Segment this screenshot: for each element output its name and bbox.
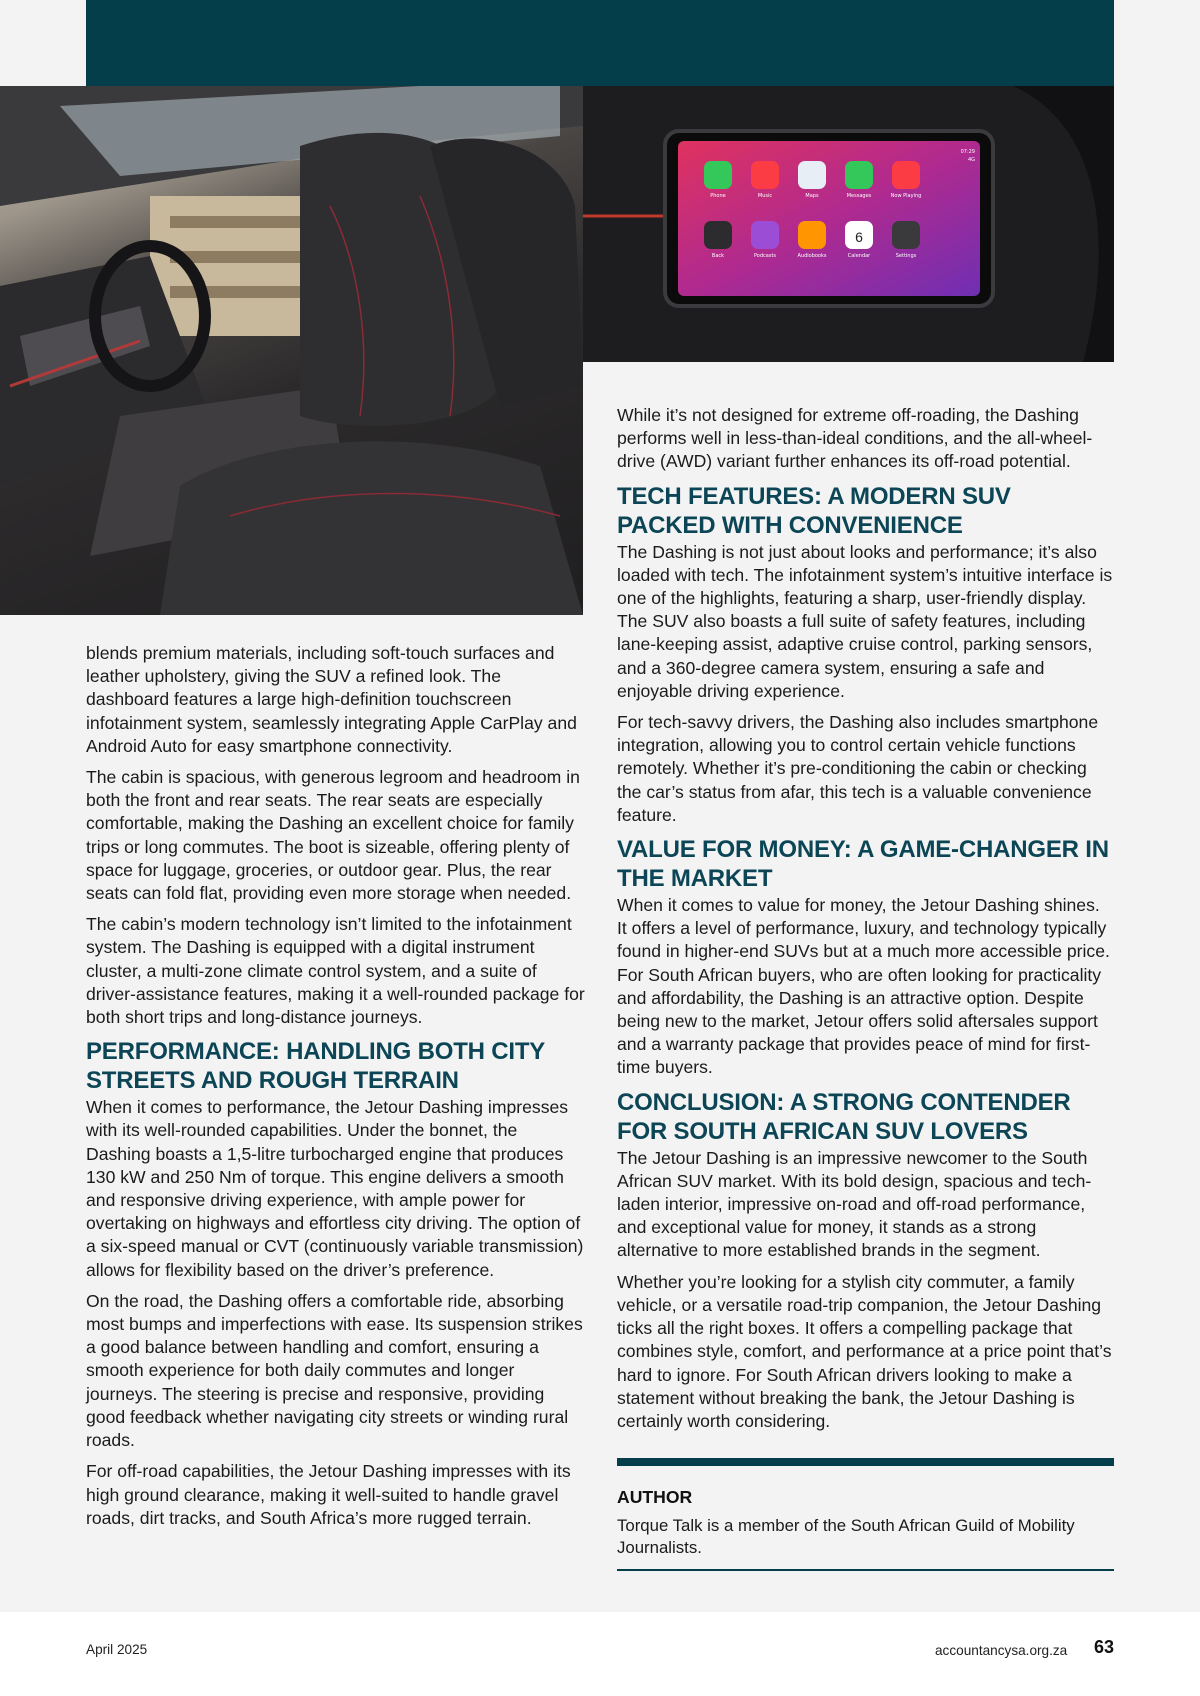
top-color-band	[86, 0, 1114, 86]
interior-illustration	[0, 86, 583, 615]
paragraph: The Jetour Dashing is an impressive newcomer to the South African SUV market. With its bold design, spacious and tech-laden interior, impressive on-road and off-road performance, and exceptional value for money, it stands as a strong alternative to more established brands in the segment.	[617, 1147, 1092, 1261]
app-row2-label: Back	[711, 253, 725, 259]
app-row1-label: Maps	[805, 193, 819, 199]
front-seat-cushion	[160, 441, 583, 615]
status-time: 07:29	[960, 149, 975, 155]
app-row1-label: Now Playing	[890, 193, 922, 199]
author-box	[617, 1458, 1114, 1571]
section-heading-conclusion: CONCLUSION: A STRONG CONTENDER FOR SOUTH AFRICAN SUV LOVERS	[617, 1088, 1071, 1145]
app-row2-label: Audiobooks	[797, 253, 827, 259]
paragraph: When it comes to performance, the Jetour Dashing impresses with its well-rounded capabilities. Under the bonnet, the Dashing boasts a 1,5-litre turbocharged engine that produces 130 kW and 250 Nm of torque. This engine delivers a smooth and responsive driving experience, with ample power for overtaking on highways and effortless city driving. The option of a six-speed manual or CVT (continuously variable transmission) allows for flexibility based on the driver’s preference.	[86, 1097, 584, 1280]
app-row1-label: Music	[757, 193, 773, 199]
left-column	[86, 642, 586, 1538]
paragraph: While it’s not designed for extreme off-roading, the Dashing performs well in less-than-ideal conditions, and the all-wheel-drive (AWD) variant further enhances its off-road potential.	[617, 405, 1093, 472]
app-icon-settings[interactable]	[892, 221, 920, 249]
paragraph: The Dashing is not just about looks and performance; it’s also loaded with tech. The infotainment system’s intuitive interface is one of the highlights, featuring a sharp, user-friendly display. The SUV also boasts a full suite of safety features, including lane-keeping assist, adaptive cruise control, parking sensors, and a 360-degree camera system, ensuring a safe and enjoyable driving experience.	[617, 541, 1113, 701]
author-text: Torque Talk is a member of the South African Guild of Mobility Journalists.	[617, 1516, 1075, 1557]
app-icon-now-playing[interactable]	[892, 161, 920, 189]
app-row1-label: Messages	[846, 193, 872, 199]
section-heading-performance: PERFORMANCE: HANDLING BOTH CITY STREETS AND ROUGH TERRAIN	[86, 1038, 545, 1095]
paragraph: The cabin is spacious, with generous legroom and headroom in both the front and rear seats. The rear seats are especially comfortable, making the Dashing an excellent choice for family trips or long commutes. The boot is sizeable, offering plenty of space for luggage, groceries, or outdoor gear. Plus, the rear seats can fold flat, providing even more storage when needed.	[86, 767, 580, 904]
app-icon-maps[interactable]	[798, 161, 826, 189]
paragraph: The cabin’s modern technology isn’t limited to the infotainment system. The Dashing is equipped with a digital instrument cluster, a multi-zone climate control system, and a suite of driver-assistance features, making it a well-rounded package for both short trips and long-distance journeys.	[86, 914, 585, 1028]
app-icon-podcasts[interactable]	[751, 221, 779, 249]
calendar-day: 6	[855, 229, 863, 245]
app-icon-audiobooks[interactable]	[798, 221, 826, 249]
app-icon-music[interactable]	[751, 161, 779, 189]
section-heading-value: VALUE FOR MONEY: A GAME-CHANGER IN THE MARKET	[617, 836, 1109, 893]
app-icon-back[interactable]	[704, 221, 732, 249]
infotainment-illustration	[583, 86, 1114, 362]
app-row2-label: Calendar	[847, 253, 871, 259]
paragraph: For off-road capabilities, the Jetour Dashing impresses with its high ground clearance, making it well-suited to handle gravel roads, dirt tracks, and South Africa’s more rugged terrain.	[86, 1461, 571, 1528]
app-row1-label: Phone	[710, 193, 726, 199]
status-signal: 4G	[967, 157, 975, 163]
app-icon-phone[interactable]	[704, 161, 732, 189]
page-footer	[0, 1612, 1200, 1696]
page-number: 63	[1094, 1637, 1115, 1657]
car-interior-seats-photo	[0, 86, 583, 615]
author-title: AUTHOR	[617, 1487, 693, 1507]
app-icon-messages[interactable]	[845, 161, 873, 189]
paragraph: When it comes to value for money, the Jetour Dashing shines. It offers a level of performance, luxury, and technology typically found in higher-end SUVs but at a much more accessible price. For South African buyers, who are often looking for practicality and affordability, the Dashing is an attractive option. Despite being new to the market, Jetour offers solid aftersales support and a warranty package that provides peace of mind for first-time buyers.	[617, 895, 1110, 1078]
app-row2-label: Settings	[895, 253, 917, 259]
paragraph: Whether you’re looking for a stylish city commuter, a family vehicle, or a versatile road-trip companion, the Jetour Dashing ticks all the right boxes. It offers a compelling package that combines style, comfort, and performance at a price point that’s hard to ignore. For South African drivers looking to make a statement without breaking the bank, the Jetour Dashing is certainly worth considering.	[617, 1271, 1112, 1431]
issue-date: April 2025	[86, 1642, 148, 1657]
app-row2-label: Podcasts	[753, 253, 777, 259]
paragraph: For tech-savvy drivers, the Dashing also includes smartphone integration, allowing you to control certain vehicle functions remotely. Whether it’s pre-conditioning the cabin or checking the car’s status from afar, this tech is a valuable convenience feature.	[617, 712, 1099, 825]
infotainment-screen-photo	[583, 86, 1114, 362]
section-heading-tech: TECH FEATURES: A MODERN SUV PACKED WITH CONVENIENCE	[617, 482, 1011, 539]
website-link[interactable]: accountancysa.org.za	[935, 1643, 1068, 1658]
paragraph: On the road, the Dashing offers a comfortable ride, absorbing most bumps and imperfections with ease. Its suspension strikes a good balance between handling and comfort, ensuring a smooth experience for both daily commutes and longer journeys. The steering is precise and responsive, providing good feedback whether navigating city streets or winding rural roads.	[86, 1290, 583, 1451]
right-column	[617, 404, 1114, 1441]
paragraph: blends premium materials, including soft-touch surfaces and leather upholstery, giving the SUV a refined look. The dashboard features a large high-definition touchscreen infotainment system, seamlessly integrating Apple CarPlay and Android Auto for easy smartphone connectivity.	[86, 643, 577, 756]
